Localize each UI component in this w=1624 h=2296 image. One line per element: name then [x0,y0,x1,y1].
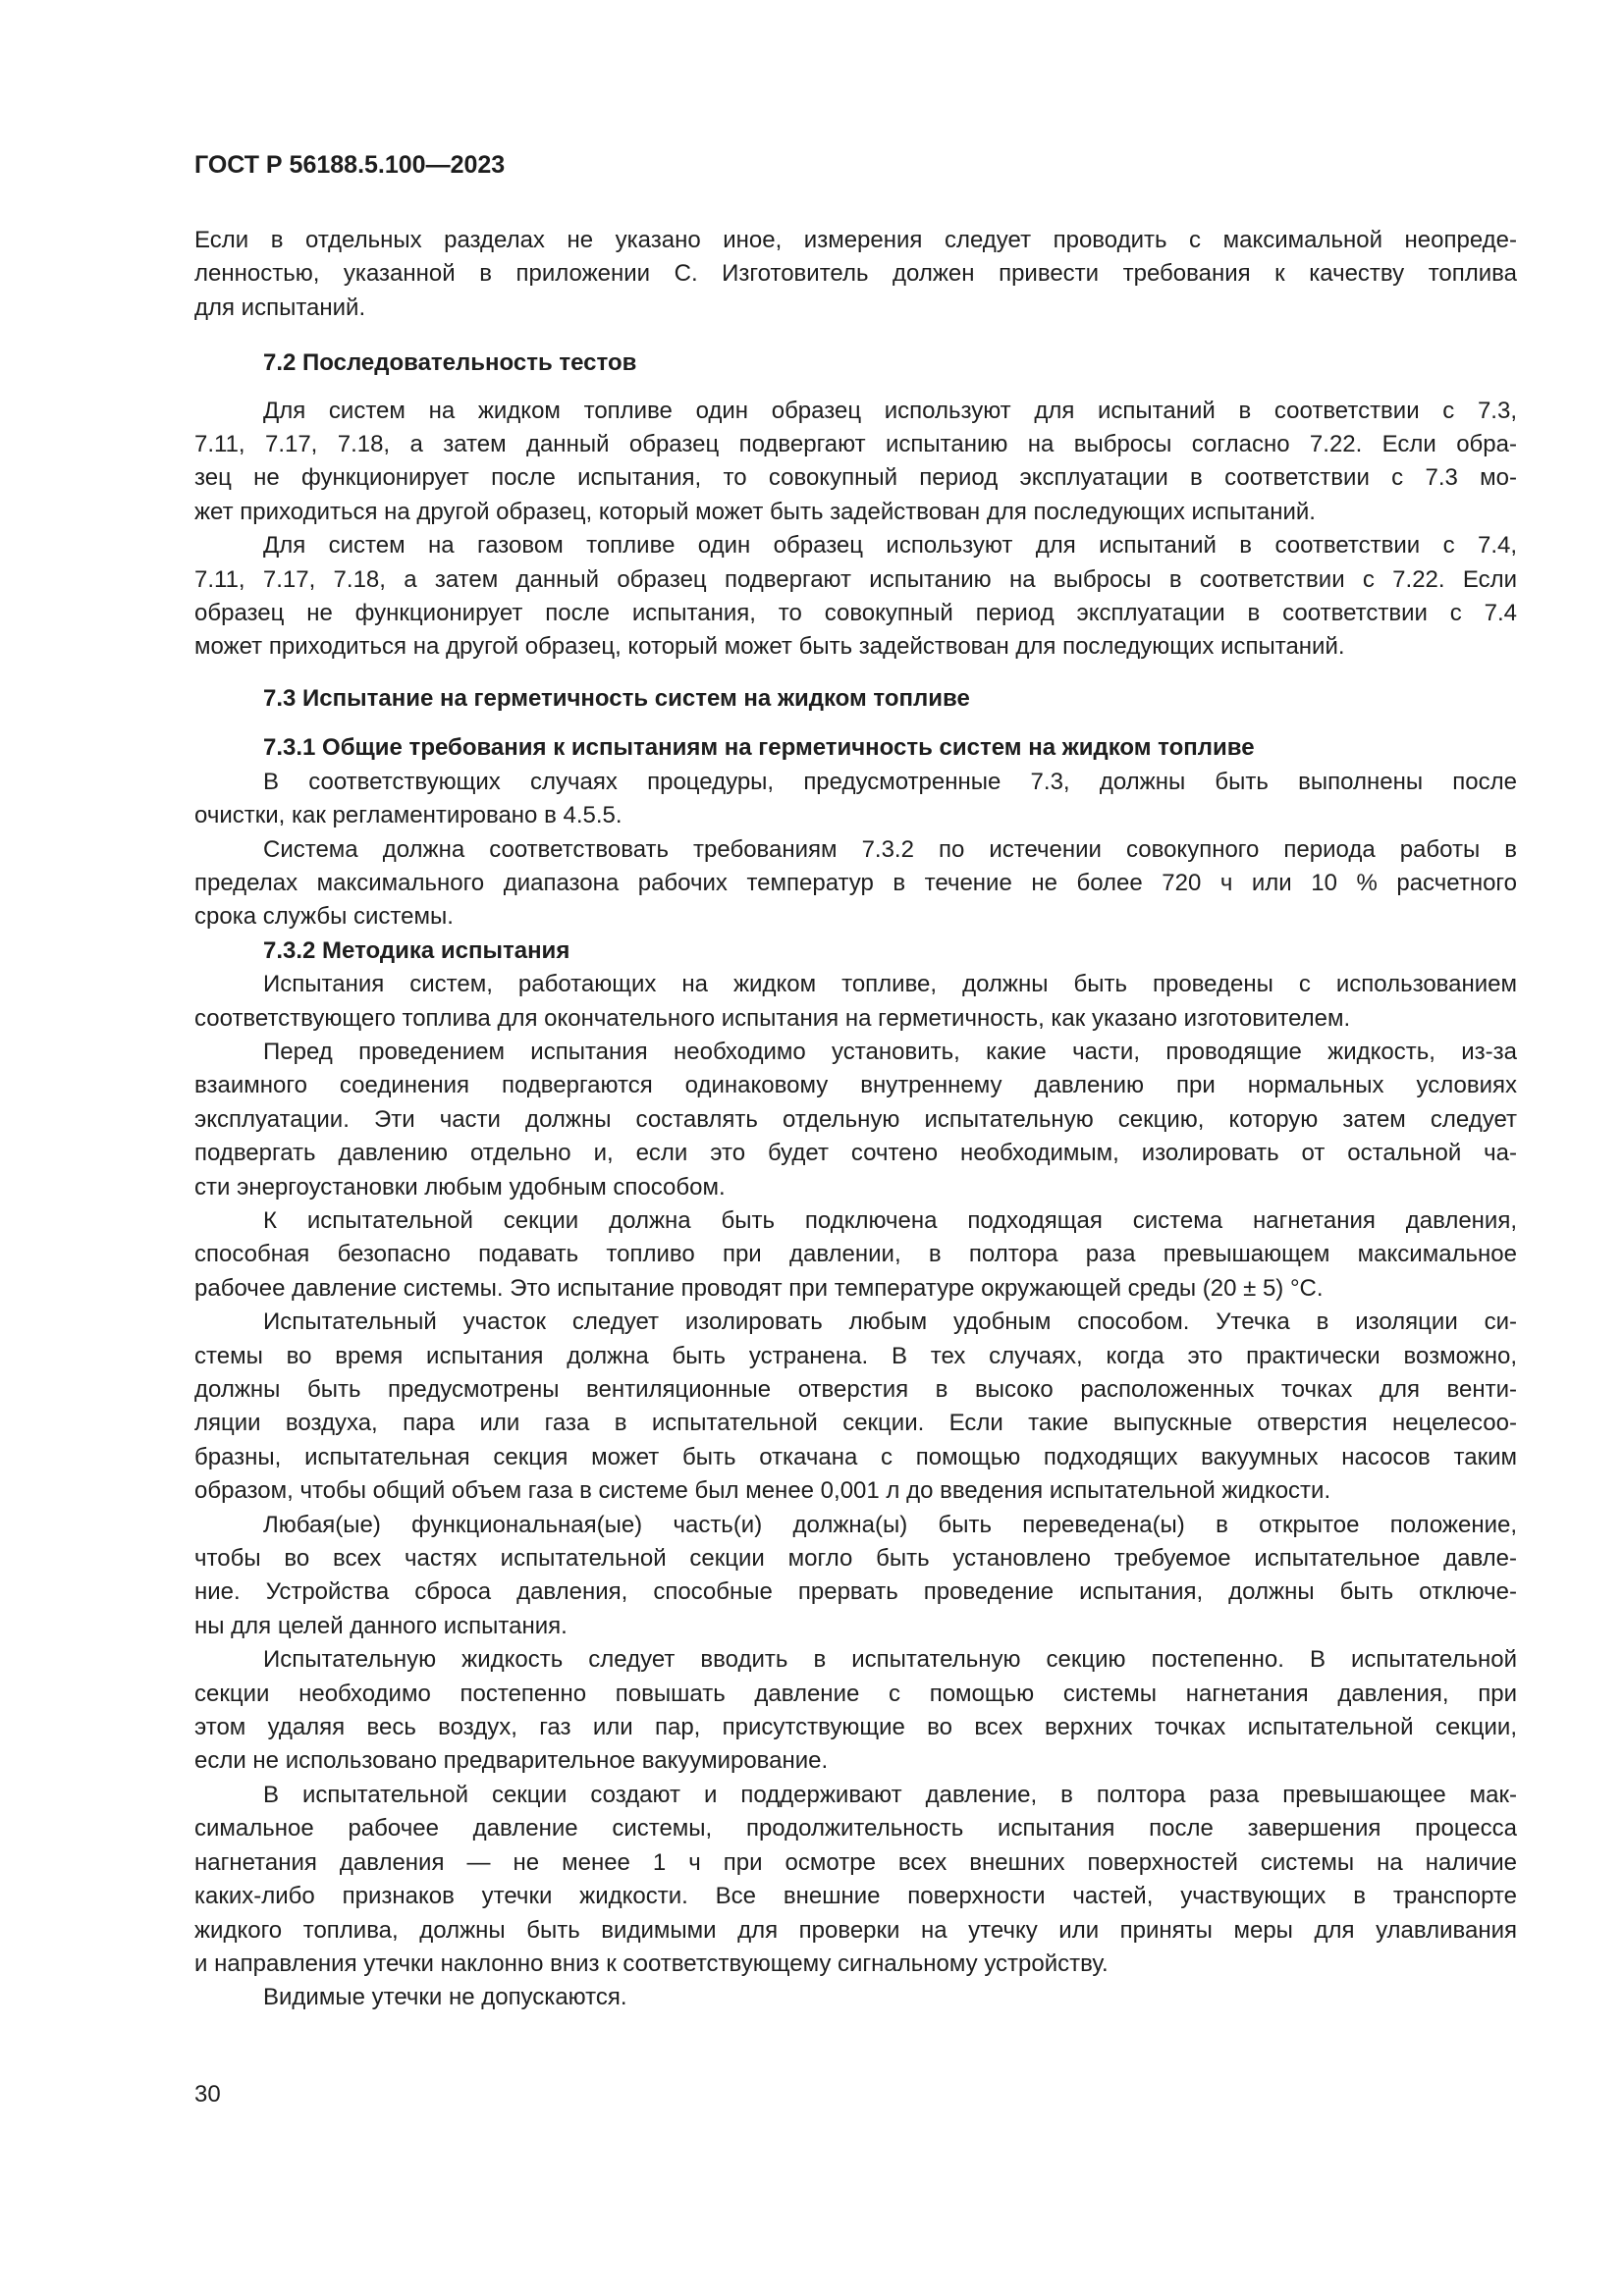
text-line: Испытательный участок следует изолировать любым удобным способом. Утечка в изоляции си- [263,1308,1517,1336]
text-line: Любая(ые) функциональная(ые) часть(и) должна(ы) быть переведена(ы) в открытое положение, [263,1511,1517,1538]
paragraph [194,1643,1517,1779]
text-line: этом удаляя весь воздух, газ или пар, присутствующие во всех верхних точках испытательной секции, [194,1714,1517,1741]
text-line: если не использовано предварительное вакуумирование. [194,1747,829,1775]
text-line: стемы во время испытания должна быть устранена. В тех случаях, когда это практически возможно, [194,1342,1517,1369]
text-line: секции необходимо постепенно повышать давление с помощью системы нагнетания давления, при [194,1680,1517,1707]
page-number: 30 [194,2081,221,2108]
text-line: очистки, как регламентировано в 4.5.5. [194,802,623,829]
section-heading: 7.3.2 Методика испытания [263,936,570,964]
text-line: Испытания систем, работающих на жидком топливе, должны быть проведены с использованием [263,971,1517,998]
text-line: сти энергоустановки любым удобным способом. [194,1173,726,1201]
paragraph [194,1779,1517,1981]
text-line: ленностью, указанной в приложении С. Изготовитель должен привести требования к качеству топлива [194,260,1517,288]
text-line: чтобы во всех частях испытательной секции могло быть установлено требуемое испытательное давле- [194,1545,1517,1573]
text-line: эксплуатации. Эти части должны составлять отдельную испытательную секцию, которую затем следует [194,1105,1517,1133]
text-line: жет приходиться на другой образец, который может быть задействован для последующих испытаний. [194,498,1316,525]
text-line: В испытательной секции создают и поддерживают давление, в полтора раза превышающее мак- [263,1781,1517,1808]
paragraph [194,1036,1517,1204]
text-line: и направления утечки наклонно вниз к соответствующему сигнальному устройству. [194,1949,1109,1977]
text-line: зец не функционирует после испытания, то совокупный период эксплуатации в соответствии с 7.3 мо- [194,464,1517,492]
paragraph [194,224,1517,325]
text-line: 7.11, 7.17, 7.18, а затем данный образец подвергают испытанию на выбросы в соответствии с 7.22. Если [194,565,1517,593]
text-line: ны для целей данного испытания. [194,1612,568,1639]
text-line: образец не функционирует после испытания, то совокупный период эксплуатации в соответствии с 7.4 [194,600,1517,627]
text-line: соответствующего топлива для окончательного испытания на герметичность, как указано изготовителем. [194,1004,1351,1032]
text-line: 7.11, 7.17, 7.18, а затем данный образец подвергают испытанию на выбросы согласно 7.22. Если обра- [194,431,1517,458]
text-line: Для систем на газовом топливе один образец используют для испытаний в соответствии с 7.4, [263,532,1517,560]
paragraph [194,1981,1517,2014]
document-code-header: ГОСТ Р 56188.5.100—2023 [194,151,506,179]
text-line: Система должна соответствовать требованиям 7.3.2 по истечении совокупного периода работы в [263,835,1517,863]
text-line: Перед проведением испытания необходимо установить, какие части, проводящие жидкость, из-за [263,1038,1517,1065]
text-line: Для систем на жидком топливе один образец используют для испытаний в соответствии с 7.3, [263,397,1517,424]
text-line: взаимного соединения подвергаются одинаковому внутреннему давлению при нормальных условиях [194,1072,1517,1099]
text-line: нагнетания давления — не менее 1 ч при осмотре всех внешних поверхностей системы на наличие [194,1848,1517,1876]
paragraph [194,766,1517,833]
paragraph [194,1509,1517,1644]
text-line: В соответствующих случаях процедуры, предусмотренные 7.3, должны быть выполнены после [263,768,1517,795]
section-heading: 7.3.1 Общие требования к испытаниям на герметичность систем на жидком топливе [263,734,1255,762]
text-line: может приходиться на другой образец, который может быть задействован для последующих испытаний. [194,633,1345,661]
paragraph [194,833,1517,934]
section-heading: 7.2 Последовательность тестов [263,349,637,377]
text-line: Испытательную жидкость следует вводить в испытательную секцию постепенно. В испытательной [263,1646,1517,1674]
text-line: способная безопасно подавать топливо при давлении, в полтора раза превышающем максимальное [194,1241,1517,1268]
text-line: К испытательной секции должна быть подключена подходящая система нагнетания давления, [263,1206,1517,1234]
text-line: ние. Устройства сброса давления, способные прервать проведение испытания, должны быть отключе- [194,1578,1517,1606]
text-line: рабочее давление системы. Это испытание проводят при температуре окружающей среды (20 ± 5) °С. [194,1274,1324,1302]
text-line: образом, чтобы общий объем газа в системе был менее 0,001 л до введения испытательной жидкости. [194,1477,1331,1505]
text-line: бразны, испытательная секция может быть откачана с помощью подходящих вакуумных насосов таким [194,1443,1517,1470]
text-line: ляции воздуха, пара или газа в испытательной секции. Если такие выпускные отверстия нецелесоо- [194,1410,1517,1437]
paragraph [194,395,1517,530]
text-line: пределах максимального диапазона рабочих температур в течение не более 720 ч или 10 % расчетного [194,869,1517,896]
section-heading: 7.3 Испытание на герметичность систем на жидком топливе [263,684,970,712]
text-line: для испытаний. [194,294,366,321]
text-line: должны быть предусмотрены вентиляционные отверстия в высоко расположенных точках для венти- [194,1376,1517,1403]
text-line: подвергать давлению отдельно и, если это будет сочтено необходимым, изолировать от остальной ча- [194,1140,1517,1167]
text-line: жидкого топлива, должны быть видимыми для проверки на утечку или приняты меры для улавливания [194,1916,1517,1944]
paragraph [194,968,1517,1036]
document-body [194,224,1517,2015]
paragraph [194,1306,1517,1508]
text-line: Если в отдельных разделах не указано иное, измерения следует проводить с максимальной неопреде- [194,227,1517,253]
text-line: Видимые утечки не допускаются. [263,1984,627,2011]
text-line: симальное рабочее давление системы, продолжительность испытания после завершения процесса [194,1815,1517,1842]
text-line: срока службы системы. [194,903,454,931]
paragraph [194,529,1517,665]
text-line: каких-либо признаков утечки жидкости. Все внешние поверхности частей, участвующих в транспорте [194,1883,1517,1910]
paragraph [194,1204,1517,1306]
